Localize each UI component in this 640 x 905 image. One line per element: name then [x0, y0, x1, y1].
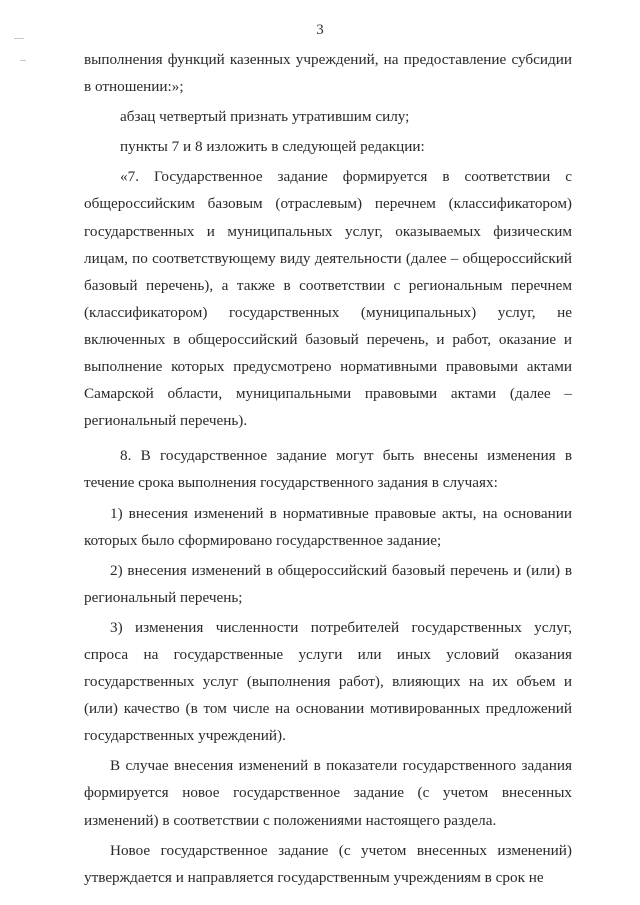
paragraph-point-7: «7. Государственное задание формируется в соответствии с общероссийским базовым (отраслевым) перечнем (классификатором) государственных и муниципальных услуг, оказываемых физическим лицам, по соответствующему виду деятельности (далее – общероссийский базовый перечень), а также в соответствии с региональным перечнем (классификатором) государственных (муниципальных) услуг, не включенных в общероссийский базовый перечень, и работ, оказание и выполнение которых предусмотрено нормативными правовыми актами Самарской области, муниципальными правовыми актами (далее – региональный перечень). [84, 168, 572, 430]
margin-scan-mark [20, 60, 26, 61]
paragraph-case-3: 3) изменения численности потребителей государственных услуг, спроса на государственные услуги или иных условий оказания государственных услуг (выполнения работ), влияющих на их объем и (или) качество (в том числе на основании мотивированных предложений государственных учреждений). [84, 618, 572, 745]
paragraph-new-assignment: Новое государственное задание (с учетом внесенных изменений) утверждается и направляется государственным учреждениям в срок не [84, 841, 572, 886]
paragraph-case-2: 2) внесения изменений в общероссийский базовый перечень и (или) в региональный перечень; [84, 561, 572, 606]
paragraph-amendment-points: пункты 7 и 8 изложить в следующей редакции: [120, 138, 425, 156]
paragraph-continuation: выполнения функций казенных учреждений, на предоставление субсидии в отношении:»; [84, 51, 572, 96]
paragraph-amendment-abzac: абзац четвертый признать утратившим силу; [120, 108, 410, 126]
paragraph-changes: В случае внесения изменений в показатели государственного задания формируется новое государственное задание (с учетом внесенных изменений) в соответствии с положениями настоящего раздела. [84, 757, 572, 829]
paragraph-case-1: 1) внесения изменений в нормативные правовые акты, на основании которых было сформировано государственное задание; [84, 504, 572, 549]
document-body [84, 46, 572, 891]
page-number: 3 [316, 22, 324, 38]
paragraph-point-8: 8. В государственное задание могут быть внесены изменения в течение срока выполнения государственного задания в случаях: [84, 447, 572, 492]
